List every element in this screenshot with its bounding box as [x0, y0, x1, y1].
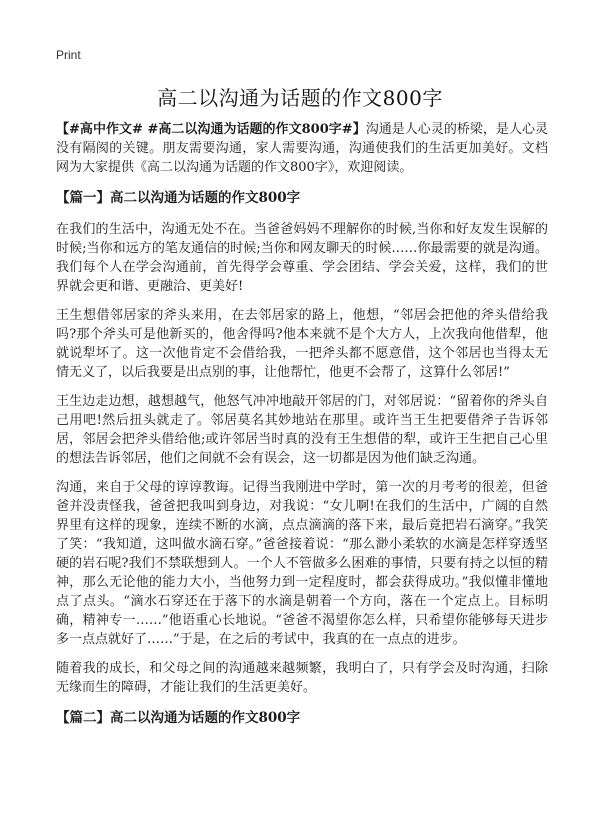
section-heading-1: 【篇一】高二以沟通为话题的作文800字: [56, 190, 301, 206]
intro-text: 沟通是人心灵的桥梁，是人心灵没有隔阂的关键。朋友需要沟通，家人需要沟通，沟通使我们的生活更加美好。文档网为大家提供《高二以沟通为话题的作文800字》，欢迎阅读。: [56, 122, 548, 175]
paragraph: 在我们的生活中，沟通无处不在。当爸爸妈妈不理解你的时候,当你和好友发生误解的时候;当你和远方的笔友通信的时候;当你和网友聊天的时候……你最需要的就是沟通。我们每个人在学会沟通前，首先得学会尊重、学会团结、学会关爱，这样，我们的世界就会更和谐、更融洽、更美好!: [56, 222, 548, 294]
paragraph: 王生边走边想，越想越气，他怒气冲冲地敲开邻居的门，对邻居说：“留着你的斧头自己用吧!然后扭头就走了。邻居莫名其妙地站在那里。或许当王生把要借斧子告诉邻居，邻居会把斧头借给他;或许邻居当时真的没有王生想借的犁，或许王生把自己心里的想法告诉邻居，他们之间就不会有误会，这一切都是因为他们缺乏沟通。: [56, 394, 548, 466]
intro-tag: 【#高中作文# #高二以沟通为话题的作文800字#】: [56, 122, 366, 137]
print-label: Print: [56, 48, 81, 62]
paragraph: 随着我的成长，和父母之间的沟通越来越频繁，我明白了，只有学会及时沟通，扫除无缘而生的障碍，才能让我们的生活更美好。: [56, 661, 548, 695]
paragraph: 王生想借邻居家的斧头来用，在去邻居家的路上，他想，“邻居会把他的斧头借给我吗?那个斧头可是他新买的，他舍得吗?他本来就不是个大方人，上次我向他借犁，他就说犁坏了。这一次他肯定不会借给我，一把斧头都不愿意借，这个邻居也当得太无情无义了，以后我要是出点别的事，让他帮忙，他更不会帮了，这算什么邻居!”: [56, 308, 548, 380]
section-heading-2: 【篇二】高二以沟通为话题的作文800字: [56, 710, 301, 726]
page-title: 高二以沟通为话题的作文800字: [157, 86, 443, 110]
paragraph: 沟通，来自于父母的谆谆教诲。记得当我刚进中学时，第一次的月考考的很差，但爸爸并没责怪我，爸爸把我叫到身边，对我说：“女儿啊!在我们的生活中，广阔的自然界里有这样的现象，连续不断的水滴，点点滴滴的落下来，最后竟把岩石滴穿。”我笑了笑：“我知道，这叫做水滴石穿。”爸爸接着说：“那么渺小柔软的水滴是怎样穿透坚硬的岩石呢?我们不禁联想到人。一个人不管做多么困难的事情，只要有持之以恒的精神，那么无论他的能力大小，当他努力到一定程度时，都会获得成功。”我似懂非懂地点了点头。“滴水石穿还在于落下的水滴是朝着一个方向，落在一个定点上。目标明确，精神专一……”他语重心长地说。“爸爸不渴望你怎么样，只希望你能够每天进步多一点点就好了……”于是，在之后的考试中，我真的在一点点的进步。: [56, 480, 548, 647]
article-body: [56, 120, 548, 740]
intro-paragraph: [56, 120, 548, 177]
